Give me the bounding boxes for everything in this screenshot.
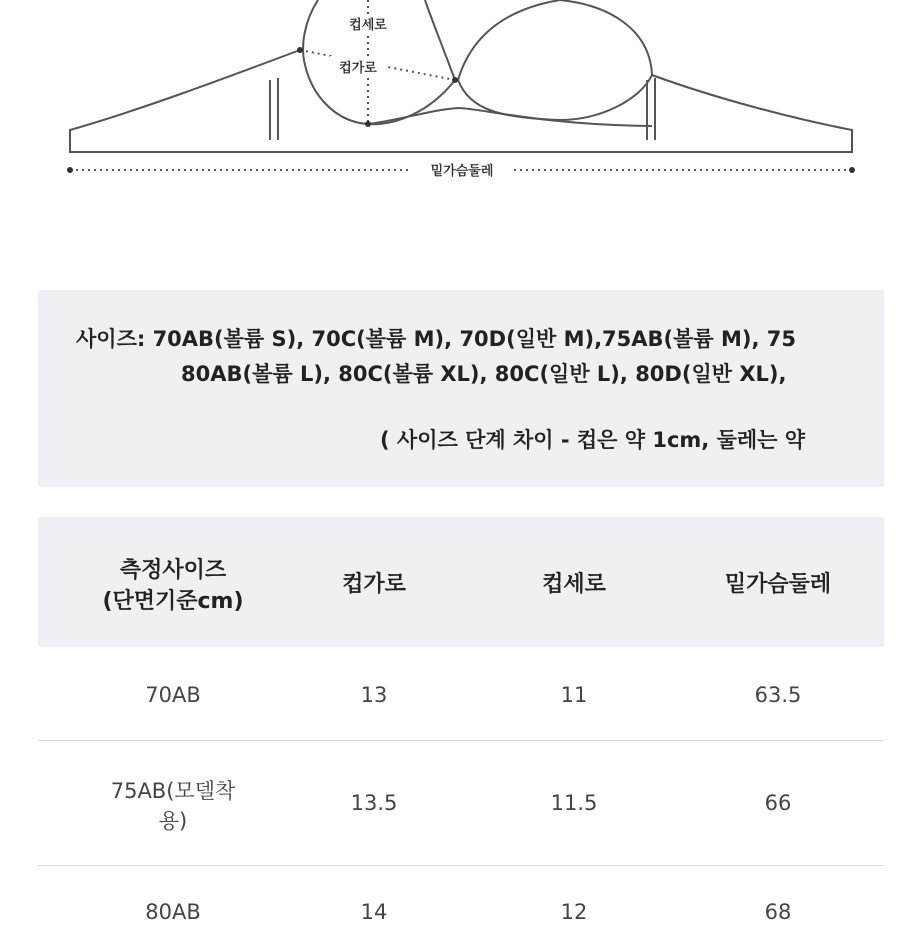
row-underbust: 63.5	[754, 683, 802, 707]
header-cup-width: 컵가로	[342, 572, 406, 597]
row-underbust: 66	[764, 791, 792, 815]
header-underbust: 밑가슴둘레	[724, 572, 832, 597]
cup-width-label: 컵가로	[339, 61, 377, 76]
header-cup-height: 컵세로	[542, 572, 606, 597]
row-cup-width: 13	[360, 683, 388, 707]
row-underbust: 68	[764, 900, 792, 924]
table-row	[38, 866, 884, 946]
header-size: 측정사이즈 (단면기준cm)	[102, 558, 244, 614]
size-table	[38, 517, 884, 946]
bra-measurement-diagram	[0, 0, 922, 200]
size-info-box	[38, 290, 884, 487]
table-header	[38, 517, 884, 647]
table-row	[38, 647, 884, 741]
cup-height-label: 컵세로	[349, 18, 387, 33]
row-size: 70AB	[145, 683, 201, 707]
row-size: 80AB	[145, 900, 201, 924]
size-list-line-2: 80AB(볼륨 L), 80C(볼륨 XL), 80C(일반 L), 80D(일반 XL),	[181, 362, 787, 386]
row-cup-height: 11	[560, 683, 588, 707]
row-cup-height: 11.5	[550, 791, 598, 815]
size-list-line-1: 사이즈: 70AB(볼륨 S), 70C(볼륨 M), 70D(일반 M),75AB(볼륨 M), 75	[76, 327, 797, 351]
row-cup-width: 14	[360, 900, 388, 924]
row-cup-width: 13.5	[350, 791, 398, 815]
row-cup-height: 12	[560, 900, 588, 924]
table-row	[38, 741, 884, 866]
row-size: 75AB(모델착 용)	[110, 779, 236, 833]
size-step-note: ( 사이즈 단계 차이 - 컵은 약 1cm, 둘레는 약	[380, 428, 806, 452]
underbust-label: 밑가슴둘레	[430, 164, 494, 179]
